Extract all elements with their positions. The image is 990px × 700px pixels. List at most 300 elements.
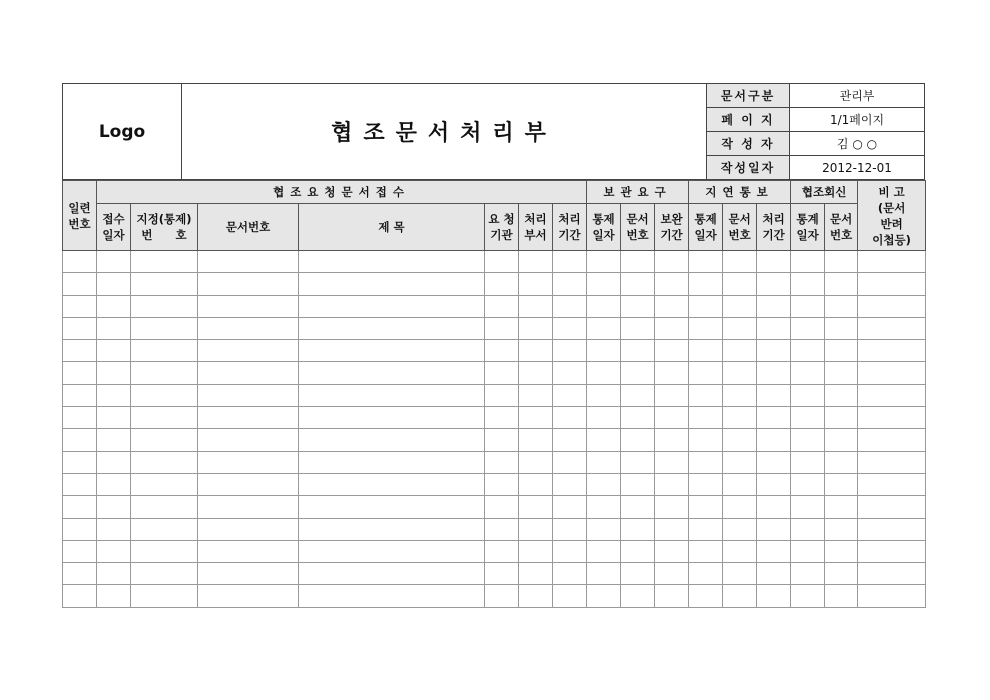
table-cell[interactable]	[299, 451, 485, 473]
table-cell[interactable]	[519, 295, 553, 317]
table-cell[interactable]	[791, 585, 825, 607]
table-cell[interactable]	[757, 362, 791, 384]
table-cell[interactable]	[131, 473, 198, 495]
table-cell[interactable]	[553, 362, 587, 384]
table-cell[interactable]	[63, 362, 97, 384]
table-cell[interactable]	[553, 317, 587, 339]
table-cell[interactable]	[63, 496, 97, 518]
table-cell[interactable]	[519, 384, 553, 406]
table-cell[interactable]	[299, 340, 485, 362]
table-cell[interactable]	[198, 251, 299, 273]
table-cell[interactable]	[655, 563, 689, 585]
table-cell[interactable]	[299, 540, 485, 562]
table-cell[interactable]	[553, 540, 587, 562]
table-cell[interactable]	[198, 518, 299, 540]
table-cell[interactable]	[791, 473, 825, 495]
table-cell[interactable]	[519, 563, 553, 585]
table-cell[interactable]	[131, 362, 198, 384]
table-cell[interactable]	[485, 563, 519, 585]
table-cell[interactable]	[858, 451, 926, 473]
table-cell[interactable]	[587, 540, 621, 562]
table-cell[interactable]	[131, 540, 198, 562]
table-cell[interactable]	[621, 451, 655, 473]
table-cell[interactable]	[858, 563, 926, 585]
table-cell[interactable]	[723, 295, 757, 317]
table-cell[interactable]	[587, 563, 621, 585]
table-cell[interactable]	[825, 473, 858, 495]
table-cell[interactable]	[825, 496, 858, 518]
table-cell[interactable]	[621, 496, 655, 518]
table-cell[interactable]	[858, 540, 926, 562]
table-cell[interactable]	[689, 585, 723, 607]
table-cell[interactable]	[63, 407, 97, 429]
table-cell[interactable]	[97, 429, 131, 451]
table-cell[interactable]	[587, 273, 621, 295]
table-cell[interactable]	[825, 407, 858, 429]
table-cell[interactable]	[553, 451, 587, 473]
table-cell[interactable]	[299, 362, 485, 384]
table-row	[63, 251, 926, 273]
form-header	[62, 83, 925, 180]
table-cell[interactable]	[791, 251, 825, 273]
col-storage-ctrl-date: 통제 일자	[587, 204, 621, 251]
table-cell[interactable]	[655, 518, 689, 540]
table-cell[interactable]	[858, 585, 926, 607]
table-cell[interactable]	[198, 496, 299, 518]
table-cell[interactable]	[689, 340, 723, 362]
table-cell[interactable]	[63, 295, 97, 317]
table-cell[interactable]	[791, 540, 825, 562]
table-cell[interactable]	[825, 295, 858, 317]
table-cell[interactable]	[689, 451, 723, 473]
table-cell[interactable]	[553, 585, 587, 607]
table-cell[interactable]	[485, 496, 519, 518]
table-cell[interactable]	[519, 518, 553, 540]
table-cell[interactable]	[655, 340, 689, 362]
table-cell[interactable]	[131, 340, 198, 362]
table-cell[interactable]	[63, 585, 97, 607]
table-cell[interactable]	[97, 563, 131, 585]
table-cell[interactable]	[553, 429, 587, 451]
table-cell[interactable]	[689, 317, 723, 339]
table-cell[interactable]	[63, 451, 97, 473]
table-cell[interactable]	[587, 496, 621, 518]
table-cell[interactable]	[655, 295, 689, 317]
table-cell[interactable]	[198, 540, 299, 562]
table-cell[interactable]	[689, 518, 723, 540]
table-cell[interactable]	[131, 295, 198, 317]
table-cell[interactable]	[198, 384, 299, 406]
table-cell[interactable]	[825, 384, 858, 406]
table-cell[interactable]	[757, 451, 791, 473]
table-cell[interactable]	[485, 362, 519, 384]
col-requesting-org: 요 청 기관	[485, 204, 519, 251]
table-cell[interactable]	[587, 362, 621, 384]
table-cell[interactable]	[63, 540, 97, 562]
table-cell[interactable]	[485, 518, 519, 540]
table-cell[interactable]	[131, 563, 198, 585]
table-cell[interactable]	[519, 362, 553, 384]
table-cell[interactable]	[689, 473, 723, 495]
table-cell[interactable]	[519, 473, 553, 495]
table-cell[interactable]	[553, 407, 587, 429]
table-cell[interactable]	[791, 295, 825, 317]
table-cell[interactable]	[858, 518, 926, 540]
table-cell[interactable]	[825, 251, 858, 273]
table-cell[interactable]	[97, 273, 131, 295]
table-cell[interactable]	[97, 407, 131, 429]
table-cell[interactable]	[689, 251, 723, 273]
table-row	[63, 473, 926, 495]
table-cell[interactable]	[97, 518, 131, 540]
table-cell[interactable]	[791, 273, 825, 295]
table-row	[63, 273, 926, 295]
table-cell[interactable]	[97, 317, 131, 339]
table-cell[interactable]	[587, 585, 621, 607]
document-form	[62, 83, 925, 608]
table-cell[interactable]	[63, 563, 97, 585]
table-cell[interactable]	[97, 251, 131, 273]
table-cell[interactable]	[723, 407, 757, 429]
table-cell[interactable]	[587, 451, 621, 473]
table-cell[interactable]	[791, 384, 825, 406]
table-cell[interactable]	[757, 518, 791, 540]
table-cell[interactable]	[587, 429, 621, 451]
table-cell[interactable]	[655, 585, 689, 607]
table-cell[interactable]	[621, 384, 655, 406]
table-cell[interactable]	[791, 407, 825, 429]
table-cell[interactable]	[621, 362, 655, 384]
table-cell[interactable]	[757, 251, 791, 273]
table-cell[interactable]	[519, 540, 553, 562]
table-cell[interactable]	[723, 585, 757, 607]
table-cell[interactable]	[131, 317, 198, 339]
table-cell[interactable]	[621, 295, 655, 317]
table-cell[interactable]	[63, 273, 97, 295]
table-cell[interactable]	[131, 429, 198, 451]
table-cell[interactable]	[723, 429, 757, 451]
table-cell[interactable]	[97, 496, 131, 518]
col-remarks: 비 고 (문서 반려 이첩등)	[858, 181, 926, 251]
table-cell[interactable]	[63, 429, 97, 451]
table-cell[interactable]	[791, 496, 825, 518]
table-cell[interactable]	[757, 407, 791, 429]
table-cell[interactable]	[825, 317, 858, 339]
table-cell[interactable]	[723, 362, 757, 384]
table-cell[interactable]	[757, 429, 791, 451]
table-cell[interactable]	[63, 384, 97, 406]
table-cell[interactable]	[689, 496, 723, 518]
table-cell[interactable]	[519, 251, 553, 273]
table-cell[interactable]	[689, 384, 723, 406]
table-cell[interactable]	[131, 384, 198, 406]
col-subject: 제 목	[299, 204, 485, 251]
table-cell[interactable]	[858, 251, 926, 273]
table-cell[interactable]	[858, 407, 926, 429]
records-body	[63, 251, 926, 608]
table-cell[interactable]	[587, 518, 621, 540]
table-cell[interactable]	[655, 473, 689, 495]
table-cell[interactable]	[97, 540, 131, 562]
table-cell[interactable]	[858, 384, 926, 406]
table-cell[interactable]	[299, 496, 485, 518]
table-cell[interactable]	[131, 451, 198, 473]
table-cell[interactable]	[485, 540, 519, 562]
table-cell[interactable]	[131, 518, 198, 540]
table-cell[interactable]	[519, 340, 553, 362]
table-cell[interactable]	[198, 362, 299, 384]
table-cell[interactable]	[299, 518, 485, 540]
table-cell[interactable]	[757, 273, 791, 295]
group-receipt: 협조요청문서접수	[97, 181, 587, 204]
table-row	[63, 317, 926, 339]
table-cell[interactable]	[791, 362, 825, 384]
table-cell[interactable]	[723, 340, 757, 362]
table-cell[interactable]	[198, 295, 299, 317]
table-cell[interactable]	[299, 585, 485, 607]
table-cell[interactable]	[655, 451, 689, 473]
table-cell[interactable]	[757, 473, 791, 495]
table-cell[interactable]	[587, 340, 621, 362]
table-cell[interactable]	[519, 273, 553, 295]
table-cell[interactable]	[757, 540, 791, 562]
table-cell[interactable]	[587, 407, 621, 429]
table-cell[interactable]	[621, 340, 655, 362]
table-cell[interactable]	[553, 473, 587, 495]
table-cell[interactable]	[485, 295, 519, 317]
table-cell[interactable]	[621, 407, 655, 429]
table-cell[interactable]	[97, 295, 131, 317]
table-cell[interactable]	[825, 273, 858, 295]
info-value-doc-type: 관리부	[790, 84, 925, 108]
table-cell[interactable]	[485, 384, 519, 406]
table-cell[interactable]	[689, 429, 723, 451]
table-cell[interactable]	[655, 362, 689, 384]
table-cell[interactable]	[723, 540, 757, 562]
table-cell[interactable]	[131, 273, 198, 295]
table-cell[interactable]	[485, 407, 519, 429]
table-cell[interactable]	[97, 384, 131, 406]
table-cell[interactable]	[553, 340, 587, 362]
table-cell[interactable]	[791, 563, 825, 585]
table-cell[interactable]	[485, 273, 519, 295]
table-cell[interactable]	[63, 340, 97, 362]
table-cell[interactable]	[723, 473, 757, 495]
table-cell[interactable]	[858, 362, 926, 384]
table-cell[interactable]	[791, 451, 825, 473]
table-cell[interactable]	[757, 317, 791, 339]
table-cell[interactable]	[97, 473, 131, 495]
table-cell[interactable]	[621, 251, 655, 273]
table-cell[interactable]	[553, 518, 587, 540]
table-cell[interactable]	[723, 317, 757, 339]
table-cell[interactable]	[63, 518, 97, 540]
table-cell[interactable]	[519, 317, 553, 339]
table-cell[interactable]	[655, 273, 689, 295]
table-cell[interactable]	[553, 563, 587, 585]
table-cell[interactable]	[757, 585, 791, 607]
table-cell[interactable]	[825, 340, 858, 362]
table-cell[interactable]	[299, 384, 485, 406]
table-cell[interactable]	[655, 384, 689, 406]
table-cell[interactable]	[621, 317, 655, 339]
table-cell[interactable]	[689, 563, 723, 585]
table-cell[interactable]	[519, 451, 553, 473]
table-row	[63, 496, 926, 518]
table-cell[interactable]	[519, 429, 553, 451]
table-cell[interactable]	[655, 251, 689, 273]
table-cell[interactable]	[63, 251, 97, 273]
table-cell[interactable]	[198, 273, 299, 295]
table-cell[interactable]	[587, 295, 621, 317]
table-cell[interactable]	[485, 340, 519, 362]
table-cell[interactable]	[97, 451, 131, 473]
table-cell[interactable]	[689, 273, 723, 295]
table-cell[interactable]	[825, 429, 858, 451]
table-cell[interactable]	[858, 295, 926, 317]
table-cell[interactable]	[519, 496, 553, 518]
table-cell[interactable]	[131, 496, 198, 518]
table-cell[interactable]	[858, 473, 926, 495]
col-reply-ctrl-date: 통계 일자	[791, 204, 825, 251]
col-serial-number: 일련 번호	[63, 181, 97, 251]
table-cell[interactable]	[97, 362, 131, 384]
table-cell[interactable]	[757, 384, 791, 406]
table-cell[interactable]	[791, 429, 825, 451]
table-cell[interactable]	[553, 273, 587, 295]
table-cell[interactable]	[825, 451, 858, 473]
table-cell[interactable]	[655, 496, 689, 518]
table-cell[interactable]	[858, 317, 926, 339]
group-delay: 지연통보	[689, 181, 791, 204]
table-cell[interactable]	[299, 295, 485, 317]
table-cell[interactable]	[198, 317, 299, 339]
table-cell[interactable]	[858, 429, 926, 451]
table-cell[interactable]	[97, 340, 131, 362]
table-cell[interactable]	[689, 362, 723, 384]
table-cell[interactable]	[689, 407, 723, 429]
table-cell[interactable]	[723, 518, 757, 540]
table-cell[interactable]	[519, 407, 553, 429]
table-cell[interactable]	[299, 251, 485, 273]
table-cell[interactable]	[689, 295, 723, 317]
table-cell[interactable]	[587, 473, 621, 495]
table-cell[interactable]	[791, 518, 825, 540]
table-cell[interactable]	[621, 273, 655, 295]
table-cell[interactable]	[485, 317, 519, 339]
table-row	[63, 384, 926, 406]
table-cell[interactable]	[621, 518, 655, 540]
table-cell[interactable]	[791, 340, 825, 362]
table-cell[interactable]	[485, 451, 519, 473]
table-cell[interactable]	[198, 407, 299, 429]
table-cell[interactable]	[757, 496, 791, 518]
table-cell[interactable]	[131, 251, 198, 273]
table-cell[interactable]	[485, 429, 519, 451]
table-cell[interactable]	[655, 429, 689, 451]
table-cell[interactable]	[198, 563, 299, 585]
info-label-date: 작성일자	[707, 156, 790, 180]
table-cell[interactable]	[723, 496, 757, 518]
table-cell[interactable]	[485, 473, 519, 495]
table-cell[interactable]	[723, 384, 757, 406]
table-cell[interactable]	[621, 429, 655, 451]
table-cell[interactable]	[519, 585, 553, 607]
table-cell[interactable]	[63, 473, 97, 495]
table-cell[interactable]	[621, 563, 655, 585]
table-cell[interactable]	[689, 540, 723, 562]
table-cell[interactable]	[825, 362, 858, 384]
table-cell[interactable]	[553, 384, 587, 406]
table-cell[interactable]	[723, 451, 757, 473]
table-cell[interactable]	[723, 251, 757, 273]
table-cell[interactable]	[299, 563, 485, 585]
table-cell[interactable]	[553, 251, 587, 273]
table-row	[63, 340, 926, 362]
table-cell[interactable]	[553, 295, 587, 317]
table-cell[interactable]	[587, 251, 621, 273]
table-cell[interactable]	[825, 540, 858, 562]
table-cell[interactable]	[131, 585, 198, 607]
table-cell[interactable]	[131, 407, 198, 429]
info-value-author: 김 ○ ○	[790, 132, 925, 156]
info-value-date: 2012-12-01	[790, 156, 925, 180]
table-row	[63, 429, 926, 451]
table-cell[interactable]	[858, 496, 926, 518]
table-cell[interactable]	[655, 540, 689, 562]
col-designation-no: 지정(통제) 번 호	[131, 204, 198, 251]
records-table	[62, 180, 926, 608]
table-cell[interactable]	[299, 407, 485, 429]
table-cell[interactable]	[723, 273, 757, 295]
table-cell[interactable]	[198, 429, 299, 451]
table-cell[interactable]	[621, 585, 655, 607]
table-cell[interactable]	[198, 451, 299, 473]
table-cell[interactable]	[858, 273, 926, 295]
table-cell[interactable]	[63, 317, 97, 339]
table-cell[interactable]	[757, 340, 791, 362]
table-cell[interactable]	[621, 540, 655, 562]
table-cell[interactable]	[757, 563, 791, 585]
table-cell[interactable]	[825, 585, 858, 607]
table-cell[interactable]	[621, 473, 655, 495]
table-cell[interactable]	[825, 518, 858, 540]
table-cell[interactable]	[723, 563, 757, 585]
table-cell[interactable]	[299, 473, 485, 495]
table-cell[interactable]	[485, 251, 519, 273]
table-cell[interactable]	[825, 563, 858, 585]
table-cell[interactable]	[757, 295, 791, 317]
table-cell[interactable]	[485, 585, 519, 607]
table-cell[interactable]	[791, 317, 825, 339]
table-cell[interactable]	[553, 496, 587, 518]
table-cell[interactable]	[587, 384, 621, 406]
table-cell[interactable]	[198, 473, 299, 495]
table-cell[interactable]	[299, 429, 485, 451]
table-cell[interactable]	[655, 317, 689, 339]
table-cell[interactable]	[97, 585, 131, 607]
table-cell[interactable]	[299, 317, 485, 339]
table-cell[interactable]	[587, 317, 621, 339]
table-cell[interactable]	[198, 585, 299, 607]
table-cell[interactable]	[299, 273, 485, 295]
table-row	[63, 295, 926, 317]
col-doc-no: 문서번호	[198, 204, 299, 251]
table-cell[interactable]	[198, 340, 299, 362]
table-cell[interactable]	[858, 340, 926, 362]
table-cell[interactable]	[655, 407, 689, 429]
info-label-author: 작 성 자	[707, 132, 790, 156]
